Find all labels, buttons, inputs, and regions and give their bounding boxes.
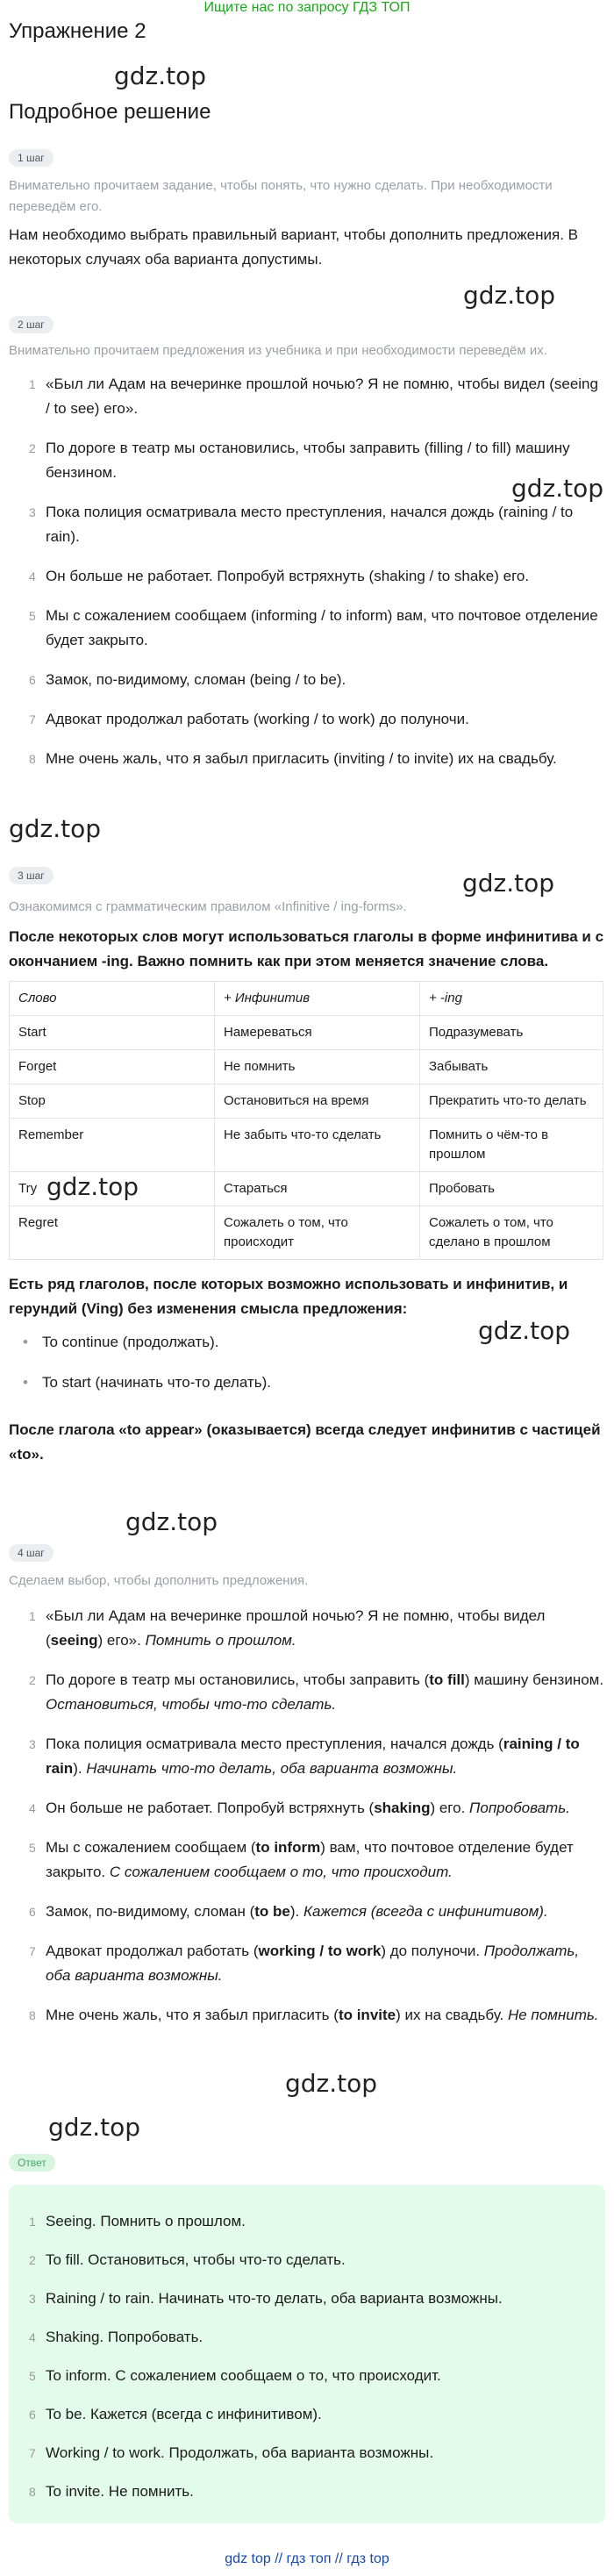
- explanation: Не помнить.: [507, 2007, 599, 2023]
- item-text: Пока полиция осматривала место преступления, начался дождь (: [46, 1735, 503, 1752]
- table-cell: Пробовать: [420, 1172, 603, 1206]
- step-hint: Сделаем выбор, чтобы дополнить предложения.: [9, 1573, 309, 1588]
- answer-list: [9, 2209, 605, 2504]
- item-text: Мне очень жаль, что я забыл пригласить (inviting / to invite) их на свадьбу.: [46, 750, 557, 767]
- table-cell: Start: [10, 1016, 215, 1050]
- bullet-item: [0, 1330, 614, 1355]
- answer-item: [9, 2479, 605, 2504]
- item-number: 6: [29, 2408, 36, 2422]
- answer-choice: working / to work: [258, 1943, 382, 1959]
- table-header-cell: + -ing: [420, 982, 603, 1016]
- step-badge: 1 шаг: [9, 149, 54, 167]
- step-badge: 3 шаг: [9, 867, 54, 884]
- step-hint: Ознакомимся с грамматическим правилом «Infinitive / ing-forms».: [9, 899, 407, 914]
- explanation: Помнить о прошлом.: [145, 1632, 296, 1649]
- item-text: ) его».: [97, 1632, 146, 1649]
- answer-text: Seeing. Помнить о прошлом.: [46, 2213, 246, 2229]
- table-cell: Остановиться на время: [215, 1084, 420, 1119]
- item-number: 4: [29, 2330, 36, 2344]
- answer-item: [9, 2286, 605, 2311]
- answer-text: To fill. Остановиться, чтобы что-то сделать.: [46, 2251, 346, 2268]
- explanation: С сожалением сообщаем о то, что происходит.: [109, 1864, 453, 1880]
- solution-list: [9, 1604, 605, 2028]
- exercise-title: Упражнение 2: [9, 19, 146, 43]
- table-cell: Stop: [10, 1084, 215, 1119]
- step-3: [0, 867, 614, 1467]
- watermark: gdz.top: [463, 281, 556, 310]
- item-number: 5: [29, 609, 36, 623]
- table-body: [10, 1016, 603, 1260]
- item-number: 3: [29, 505, 36, 519]
- watermark: gdz.top: [462, 869, 555, 898]
- item-number: 4: [29, 569, 36, 583]
- step-hint: Внимательно прочитаем задание, чтобы понять, что нужно сделать. При необходимости переведём его.: [9, 178, 553, 214]
- answer-text: Shaking. Попробовать.: [46, 2329, 203, 2345]
- item-text: ).: [73, 1760, 87, 1777]
- answer-choice: to invite: [338, 2007, 396, 2023]
- item-number: 7: [29, 2446, 36, 2460]
- watermark: gdz.top: [48, 2113, 141, 2142]
- grammar-table: [9, 981, 603, 1260]
- watermark: gdz.top: [9, 814, 102, 843]
- watermark: gdz.top: [114, 61, 207, 90]
- list-item: [9, 1835, 605, 1885]
- table-header-cell: + Инфинитив: [215, 982, 420, 1016]
- item-text: ) до полуночи.: [381, 1943, 484, 1959]
- solution-title: Подробное решение: [9, 100, 211, 124]
- list-item: [9, 1604, 605, 1653]
- item-text: ) вам, что почтовое отделение будет закрыто.: [46, 1839, 574, 1880]
- explanation: Кажется (всегда с инфинитивом).: [303, 1903, 548, 1920]
- list-item: [9, 1939, 605, 1988]
- bullet-text: To start (начинать что-то делать).: [42, 1374, 271, 1391]
- step-hint: Внимательно прочитаем предложения из учебника и при необходимости переведём их.: [9, 343, 547, 358]
- table-cell: Прекратить что-то делать: [420, 1084, 603, 1119]
- item-number: 3: [29, 1737, 36, 1751]
- list-item: [9, 500, 605, 549]
- item-number: 8: [29, 2485, 36, 2499]
- answer-box: [9, 2185, 605, 2523]
- answer-item: [9, 2441, 605, 2465]
- item-number: 5: [29, 1841, 36, 1855]
- watermark: gdz.top: [285, 2069, 378, 2098]
- answer-text: To be. Кажется (всегда с инфинитивом).: [46, 2406, 322, 2422]
- answer-text: To inform. С сожалением сообщаем о то, что происходит.: [46, 2367, 441, 2384]
- top-banner[interactable]: Ищите нас по запросу ГДЗ ТОП: [203, 0, 411, 15]
- item-number: 5: [29, 2369, 36, 2383]
- explanation: Остановиться, чтобы что-то сделать.: [46, 1696, 337, 1713]
- item-number: 3: [29, 2292, 36, 2306]
- bullet-dot: •: [23, 1334, 28, 1350]
- watermark: gdz.top: [511, 474, 604, 503]
- answer-choice: to be: [254, 1903, 290, 1920]
- answer-item: [9, 2402, 605, 2427]
- list-item: [9, 2003, 605, 2028]
- rule-text: После глагола «to appear» (оказывается) всегда следует инфинитив с частицей «to».: [9, 1421, 601, 1463]
- item-text: ) их на свадьбу.: [396, 2007, 508, 2023]
- table-cell: Сожалеть о том, что сделано в прошлом: [420, 1206, 603, 1260]
- item-text: Адвокат продолжал работать (: [46, 1943, 259, 1959]
- item-text: Мы с сожалением сообщаем (informing / to inform) вам, что почтовое отделение будет закрыто.: [46, 607, 598, 648]
- item-number: 7: [29, 1944, 36, 1958]
- table-cell: Не забыть что-то сделать: [215, 1119, 420, 1172]
- step-text: Нам необходимо выбрать правильный вариант, чтобы дополнить предложения. В некоторых случаях оба варианта допустимы.: [9, 226, 579, 268]
- list-item: [9, 372, 605, 421]
- rule-intro: После некоторых слов могут использоваться глаголы в форме инфинитива и с окончанием -ing. Важно помнить как при этом меняется значение слова.: [9, 928, 604, 970]
- table-cell: Не помнить: [215, 1050, 420, 1084]
- table-cell: Regret: [10, 1206, 215, 1260]
- step-4: [9, 1544, 605, 2043]
- item-number: 4: [29, 1801, 36, 1815]
- bullet-item: [0, 1370, 614, 1395]
- item-text: По дороге в театр мы остановились, чтобы заправить (: [46, 1671, 430, 1688]
- sentence-list: [9, 372, 605, 771]
- step-1: [9, 149, 605, 272]
- item-text: ).: [289, 1903, 303, 1920]
- item-number: 1: [29, 2215, 36, 2229]
- table-cell: Подразумевать: [420, 1016, 603, 1050]
- item-text: «Был ли Адам на вечеринке прошлой ночью? Я не помню, чтобы видел (: [46, 1607, 546, 1649]
- table-row: [10, 1206, 603, 1260]
- item-text: «Был ли Адам на вечеринке прошлой ночью? Я не помню, чтобы видел (seeing / to see) его».: [46, 376, 598, 417]
- explanation: Начинать что-то делать, оба варианта возможны.: [86, 1760, 458, 1777]
- answer-item: [9, 2209, 605, 2234]
- item-number: 2: [29, 1673, 36, 1687]
- answer-choice: to inform: [255, 1839, 321, 1856]
- bullet-list: [0, 1330, 614, 1395]
- item-text: Замок, по-видимому, сломан (being / to be).: [46, 671, 346, 688]
- answer-item: [9, 2364, 605, 2388]
- bullet-dot: •: [23, 1374, 28, 1391]
- explanation: Попробовать.: [469, 1800, 570, 1816]
- footer-links[interactable]: gdz top // гдз топ // гдз top: [225, 2551, 389, 2566]
- bullet-text: To continue (продолжать).: [42, 1334, 219, 1350]
- step-badge: 4 шаг: [9, 1544, 54, 1562]
- answer-item: [9, 2248, 605, 2272]
- list-item: [9, 436, 605, 485]
- list-item: [9, 1668, 605, 1717]
- item-number: 8: [29, 752, 36, 766]
- table-row: [10, 1084, 603, 1119]
- table-row: [10, 1119, 603, 1172]
- step-2: [9, 316, 605, 786]
- item-number: 1: [29, 377, 36, 391]
- table-cell: Remember: [10, 1119, 215, 1172]
- list-item: [9, 747, 605, 771]
- table-row: [10, 1050, 603, 1084]
- item-text: ) его.: [430, 1800, 470, 1816]
- item-text: Адвокат продолжал работать (working / to work) до полуночи.: [46, 711, 469, 727]
- answer-item: [9, 2325, 605, 2350]
- watermark: gdz.top: [478, 1316, 571, 1345]
- step-badge: 2 шаг: [9, 316, 54, 333]
- list-item: [9, 564, 605, 589]
- table-cell: Помнить о чём-то в прошлом: [420, 1119, 603, 1172]
- item-number: 6: [29, 673, 36, 687]
- item-number: 7: [29, 712, 36, 726]
- answer-badge: Ответ: [9, 2154, 55, 2172]
- item-text: Он больше не работает. Попробуй встряхнуть (: [46, 1800, 375, 1816]
- answer-text: To invite. Не помнить.: [46, 2483, 194, 2500]
- list-item: [9, 1796, 605, 1821]
- answer-text: Raining / to rain. Начинать что-то делать, оба варианта возможны.: [46, 2290, 503, 2307]
- table-header-row: [10, 982, 603, 1016]
- list-item: [9, 668, 605, 692]
- table-row: [10, 1172, 603, 1206]
- item-text: Он больше не работает. Попробуй встряхнуть (shaking / to shake) его.: [46, 568, 530, 584]
- item-text: Мы с сожалением сообщаем (: [46, 1839, 256, 1856]
- item-number: 2: [29, 441, 36, 455]
- list-item: [9, 1732, 605, 1781]
- table-cell: Стараться: [215, 1172, 420, 1206]
- explanation: Продолжать, оба варианта возможны.: [46, 1943, 580, 1984]
- table-cell: Forget: [10, 1050, 215, 1084]
- answer-choice: to fill: [429, 1671, 465, 1688]
- list-item: [9, 1900, 605, 1924]
- item-text: Пока полиция осматривала место преступления, начался дождь (raining / to rain).: [46, 504, 574, 545]
- list-item: [9, 707, 605, 732]
- item-number: 1: [29, 1609, 36, 1623]
- item-text: Мне очень жаль, что я забыл пригласить (: [46, 2007, 339, 2023]
- item-number: 2: [29, 2253, 36, 2267]
- list-item: [9, 604, 605, 653]
- table-cell: Сожалеть о том, что происходит: [215, 1206, 420, 1260]
- watermark: gdz.top: [125, 1507, 218, 1536]
- table-header-cell: Слово: [10, 982, 215, 1016]
- item-number: 8: [29, 2008, 36, 2022]
- watermark: gdz.top: [46, 1172, 139, 1201]
- answer-choice: shaking: [374, 1800, 431, 1816]
- table-row: [10, 1016, 603, 1050]
- item-text: Замок, по-видимому, сломан (: [46, 1903, 255, 1920]
- item-text: ) машину бензином.: [464, 1671, 604, 1688]
- table-cell: Забывать: [420, 1050, 603, 1084]
- table-cell: Намереваться: [215, 1016, 420, 1050]
- rule-text: Есть ряд глаголов, после которых возможно использовать и инфинитив, и герундий (Ving) без изменения смысла предложения:: [9, 1276, 568, 1317]
- item-text: По дороге в театр мы остановились, чтобы заправить (filling / to fill) машину бензином.: [46, 440, 570, 481]
- answer-choice: raining / to rain: [46, 1735, 580, 1777]
- answer-choice: seeing: [50, 1632, 98, 1649]
- table-cell: Try: [10, 1172, 215, 1206]
- item-number: 6: [29, 1905, 36, 1919]
- answer-text: Working / to work. Продолжать, оба варианта возможны.: [46, 2444, 434, 2461]
